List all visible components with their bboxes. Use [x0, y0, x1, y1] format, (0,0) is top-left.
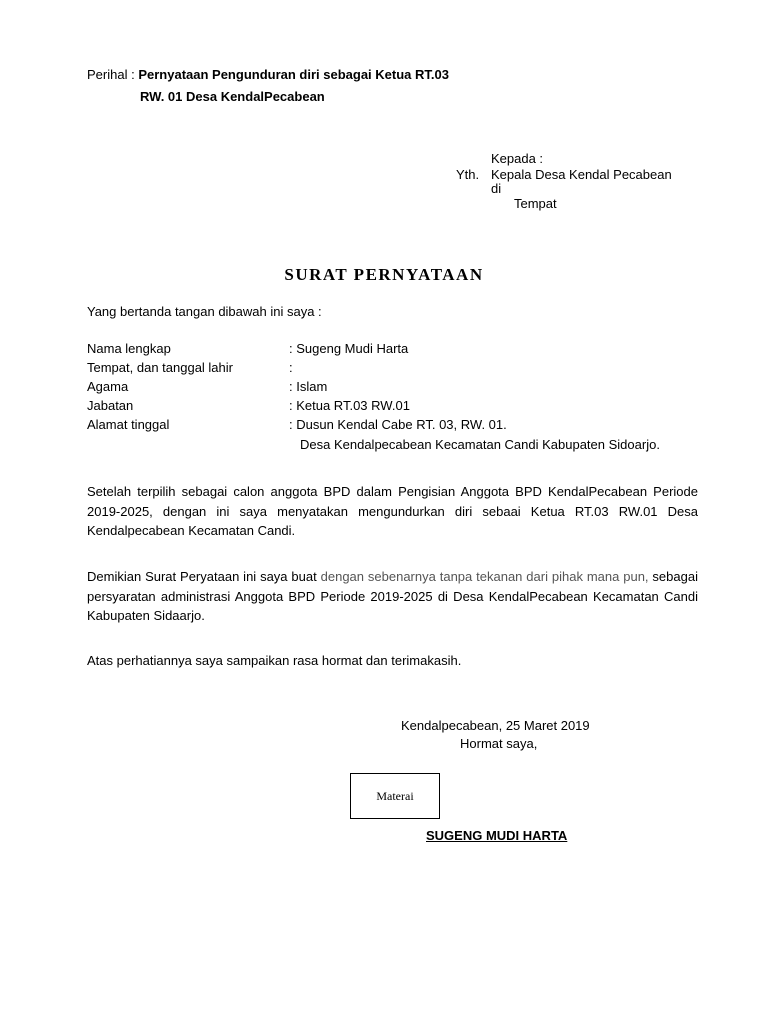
document-title: SURAT PERNYATAAN — [284, 265, 484, 284]
materai-stamp-box — [350, 773, 440, 819]
regards: Hormat saya, — [460, 736, 538, 751]
intro-text: Yang bertanda tangan dibawah ini saya : — [87, 304, 322, 319]
recipient-di: di — [491, 181, 502, 196]
recipient-tempat: Tempat — [514, 196, 557, 211]
recipient-name: Kepala Desa Kendal Pecabean — [491, 167, 672, 182]
perihal-line-1 — [87, 67, 449, 83]
identity-value-religion: : Islam — [289, 379, 328, 394]
perihal-subject: Pernyataan Pengunduran diri sebagai Ketua RT.03 — [138, 67, 449, 82]
identity-label-position: Jabatan — [87, 398, 134, 413]
recipient-kepada: Kepada : — [491, 151, 544, 166]
place-date: Kendalpecabean, 25 Maret 2019 — [401, 718, 590, 733]
materai-label: Materai — [376, 788, 414, 803]
identity-value-birth: : — [289, 360, 293, 375]
identity-label-religion: Agama — [87, 379, 129, 394]
identity-value-position: : Ketua RT.03 RW.01 — [289, 398, 410, 413]
identity-label-address: Alamat tinggal — [87, 417, 170, 432]
signer-name: SUGENG MUDI HARTA — [426, 828, 568, 843]
identity-value-name: : Sugeng Mudi Harta — [289, 341, 409, 356]
recipient-yth: Yth. — [456, 167, 480, 182]
statement-paragraph: Setelah terpilih sebagai calon anggota BPD dalam Pengisian Anggota BPD KendalPecabean Periode 2019-2025, dengan ini saya menyatakan mengundurkan diri sebaai Ketua RT.03 RW.01 Desa Kendalpecabean Kecamatan Candi. — [87, 484, 698, 538]
closing-paragraph-part-3: sebagai persyaratan administrasi Anggota BPD Periode 2019-2025 di Desa KendalPecabean Kecamatan Candi Kabupaten Sidaarjo. — [87, 569, 698, 623]
identity-value-address: : Dusun Kendal Cabe RT. 03, RW. 01. — [289, 417, 507, 432]
identity-label-birth: Tempat, dan tanggal lahir — [87, 360, 233, 375]
perihal-subject-line-2: RW. 01 Desa KendalPecabean — [140, 89, 325, 104]
thanks-paragraph: Atas perhatiannya saya sampaikan rasa hormat dan terimakasih. — [87, 653, 462, 668]
closing-paragraph — [87, 567, 698, 626]
identity-label-name: Nama lengkap — [87, 341, 171, 356]
closing-paragraph-part-2: dengan sebenarnya tanpa tekanan dari pihak mana pun, — [320, 569, 649, 584]
closing-paragraph-part-1: Demikian Surat Peryataan ini saya buat — [87, 569, 321, 584]
perihal-label: Perihal : — [87, 67, 135, 82]
identity-value-address-line-2: Desa Kendalpecabean Kecamatan Candi Kabupaten Sidoarjo. — [300, 437, 660, 452]
